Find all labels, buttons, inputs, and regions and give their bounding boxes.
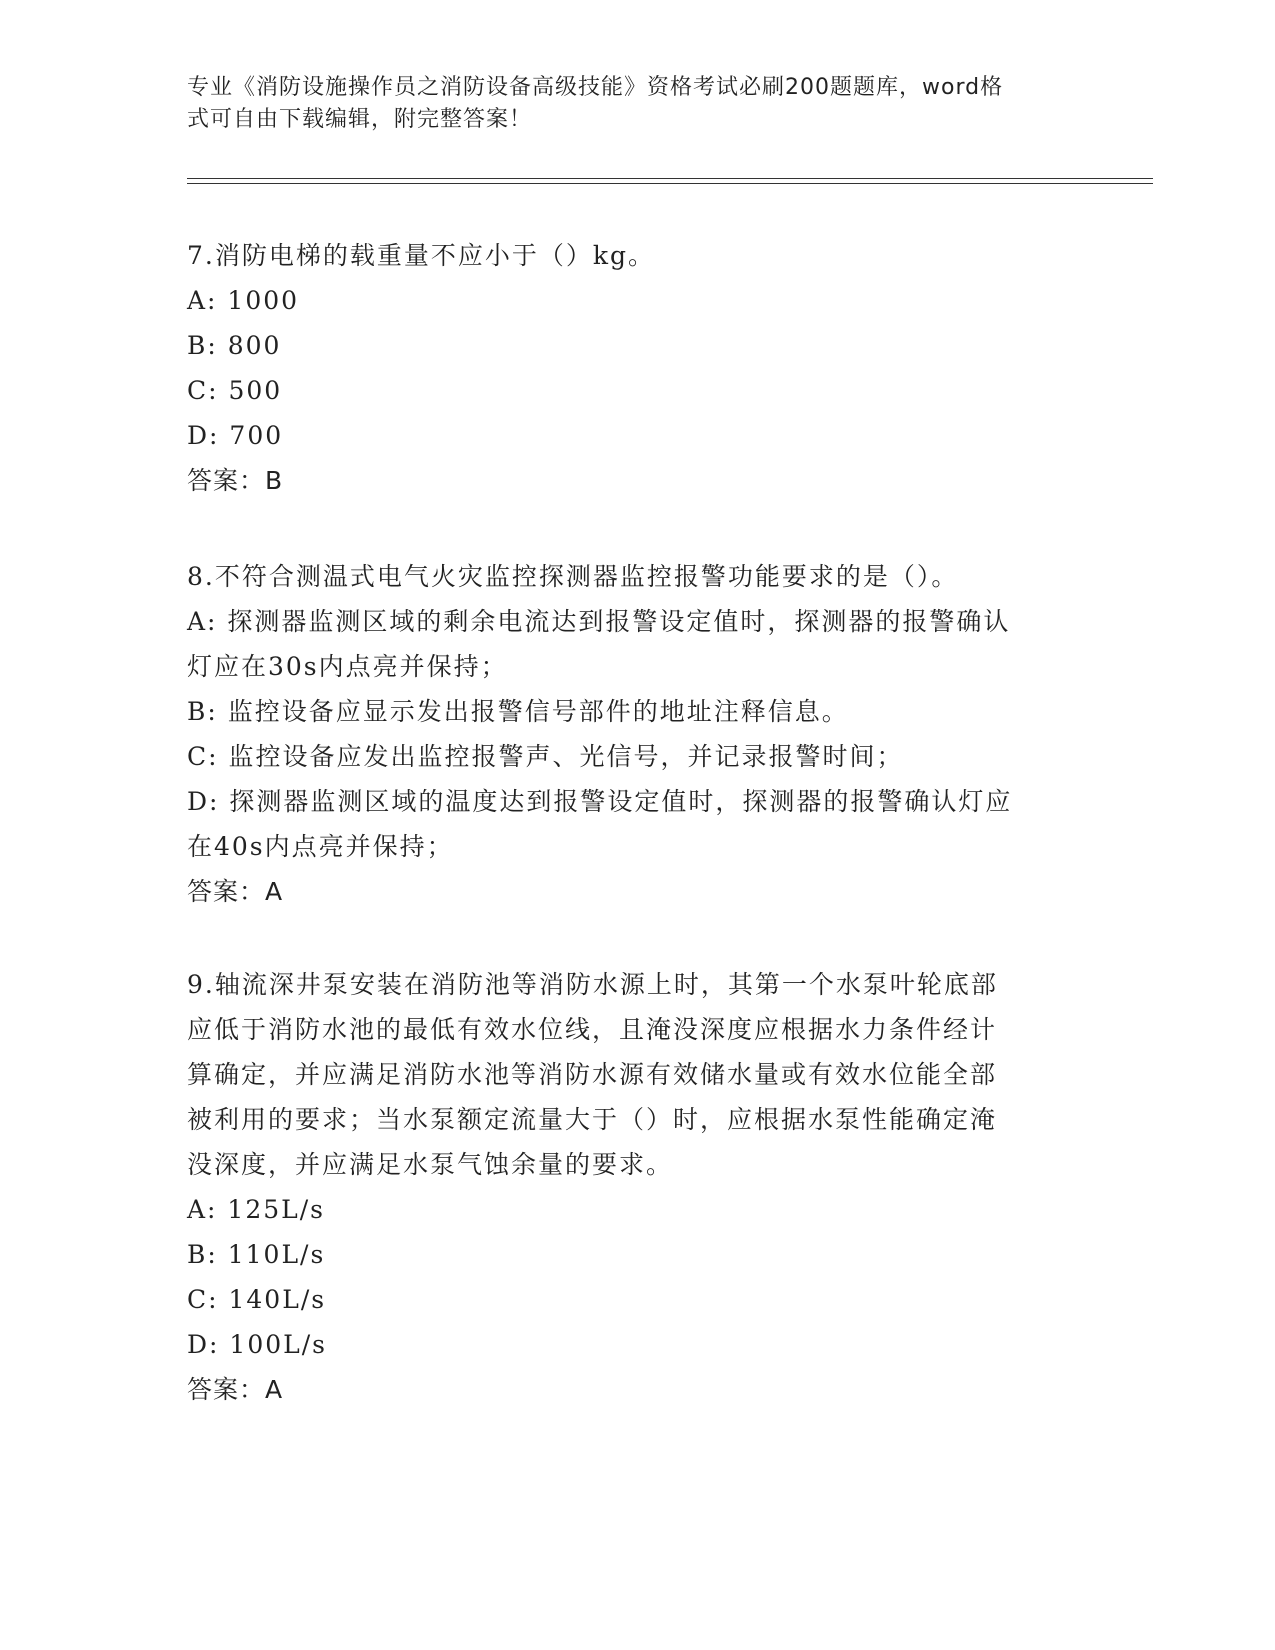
question-stem-continued: 应低于消防水池的最低有效水位线，且淹没深度应根据水力条件经计	[187, 1015, 998, 1044]
option-d: D: 探测器监测区域的温度达到报警设定值时，探测器的报警确认灯应	[187, 787, 1013, 816]
option-b: B: 监控设备应显示发出报警信号部件的地址注释信息。	[187, 697, 849, 726]
option-a: A: 125L/s	[187, 1195, 325, 1224]
option-b: B: 800	[187, 331, 282, 360]
option-a-continued: 灯应在30s内点亮并保持；	[187, 652, 508, 681]
option-d: D: 100L/s	[187, 1330, 327, 1359]
option-c: C: 140L/s	[187, 1285, 327, 1314]
header-line: 专业《消防设施操作员之消防设备高级技能》资格考试必刷200题题库，word格	[187, 75, 1004, 100]
answer: 答案：A	[187, 1375, 284, 1404]
answer: 答案：A	[187, 877, 284, 906]
question-7	[187, 233, 1067, 503]
option-a: A: 探测器监测区域的剩余电流达到报警设定值时，探测器的报警确认	[187, 607, 1011, 636]
question-stem-continued: 没深度，并应满足水泵气蚀余量的要求。	[187, 1150, 674, 1179]
option-a: A: 1000	[187, 286, 300, 315]
question-9	[187, 962, 1067, 1412]
option-b: B: 110L/s	[187, 1240, 326, 1269]
document-header	[187, 72, 1067, 136]
option-d: D: 700	[187, 421, 284, 450]
question-stem: 8.不符合测温式电气火灾监控探测器监控报警功能要求的是（）。	[187, 562, 959, 591]
question-stem-continued: 算确定，并应满足消防水池等消防水源有效储水量或有效水位能全部	[187, 1060, 998, 1089]
option-c: C: 监控设备应发出监控报警声、光信号，并记录报警时间；	[187, 742, 904, 771]
header-divider	[187, 183, 1153, 184]
question-stem: 7.消防电梯的载重量不应小于（）kg。	[187, 241, 656, 270]
header-line: 式可自由下载编辑，附完整答案！	[187, 107, 533, 132]
option-d-continued: 在40s内点亮并保持；	[187, 832, 454, 861]
question-stem: 9.轴流深井泵安装在消防池等消防水源上时，其第一个水泵叶轮底部	[187, 970, 998, 999]
question-stem-continued: 被利用的要求；当水泵额定流量大于（）时，应根据水泵性能确定淹	[187, 1105, 998, 1134]
answer: 答案：B	[187, 466, 284, 495]
option-c: C: 500	[187, 376, 283, 405]
question-8	[187, 554, 1067, 914]
header-divider	[187, 178, 1153, 179]
